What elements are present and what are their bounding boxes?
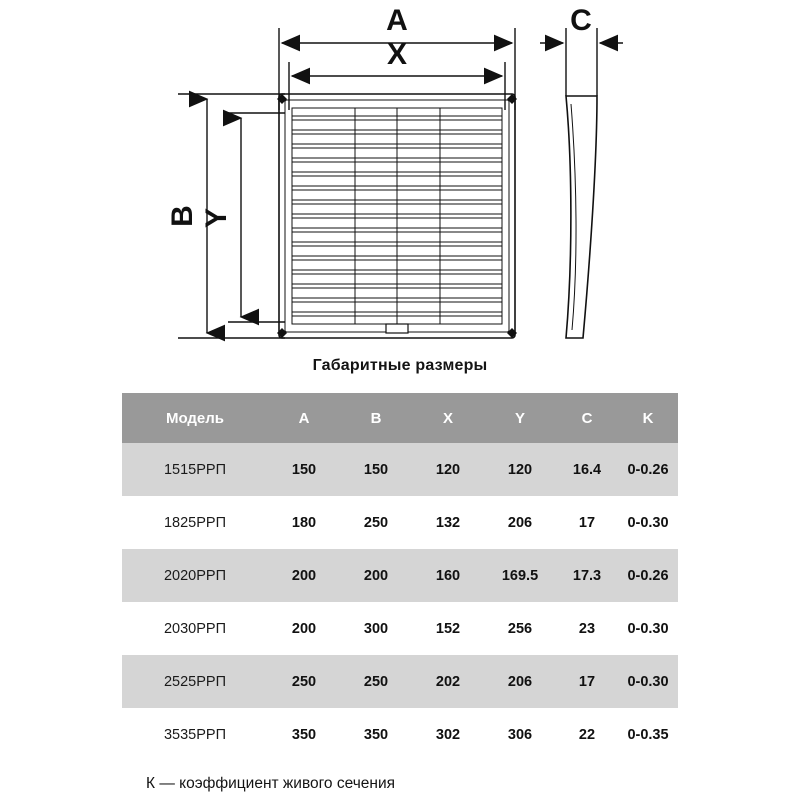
cell-c: 22 [578,726,596,743]
cell-y: 206 [507,514,533,531]
table-row [122,708,678,761]
cell-model: 3535РРП [163,726,227,743]
cell-a: 200 [291,567,317,584]
cell-b: 150 [363,461,389,478]
specifications-table [122,393,678,761]
cell-a: 150 [291,461,317,478]
table-footnote: К — коэффициент живого сечения [146,775,396,792]
cell-c: 16.4 [572,461,602,478]
column-header-k: K [618,393,678,443]
cell-y: 169.5 [501,567,539,584]
cell-b: 350 [363,726,389,743]
cell-model: 1515РРП [163,461,227,478]
dimension-label-x: X [386,38,408,71]
cell-x: 202 [435,673,461,690]
cell-x: 132 [435,514,461,531]
cell-x: 152 [435,620,461,637]
cell-x: 160 [435,567,461,584]
cell-a: 350 [291,726,317,743]
table-row [122,549,678,602]
cell-k: 0-0.26 [627,461,669,478]
cell-y: 120 [507,461,533,478]
specifications-table-wrapper [122,393,678,761]
cell-k: 0-0.30 [627,673,669,690]
column-header-b: B [340,393,412,443]
cell-model: 1825РРП [163,514,227,531]
table-header-row [122,393,678,443]
cell-y: 256 [507,620,533,637]
cell-model: 2525РРП [163,673,227,690]
cell-c: 23 [578,620,596,637]
cell-c: 17.3 [572,567,602,584]
cell-y: 206 [507,673,533,690]
dimension-label-b: B [166,205,199,227]
cell-k: 0-0.26 [627,567,669,584]
drawing-caption: Габаритные размеры [312,357,488,374]
cell-b: 250 [363,514,389,531]
table-row [122,655,678,708]
cell-b: 200 [363,567,389,584]
table-row [122,602,678,655]
cell-b: 250 [363,673,389,690]
column-header-model: Модель [122,393,268,443]
dimension-label-y: Y [200,207,233,229]
cell-x: 302 [435,726,461,743]
technical-drawing [0,0,800,390]
table-row [122,443,678,496]
cell-k: 0-0.30 [627,514,669,531]
cell-y: 306 [507,726,533,743]
cell-c: 17 [578,514,596,531]
column-header-a: A [268,393,340,443]
column-header-y: Y [484,393,556,443]
column-header-x: X [412,393,484,443]
cell-a: 180 [291,514,317,531]
cell-x: 120 [435,461,461,478]
cell-model: 2020РРП [163,567,227,584]
table-row [122,496,678,549]
column-header-c: C [556,393,618,443]
cell-c: 17 [578,673,596,690]
cell-a: 250 [291,673,317,690]
cell-k: 0-0.35 [627,726,669,743]
cell-b: 300 [363,620,389,637]
dimension-label-c: C [570,4,592,37]
cell-a: 200 [291,620,317,637]
dimension-label-a: A [386,4,408,37]
cell-k: 0-0.30 [627,620,669,637]
cell-model: 2030РРП [163,620,227,637]
